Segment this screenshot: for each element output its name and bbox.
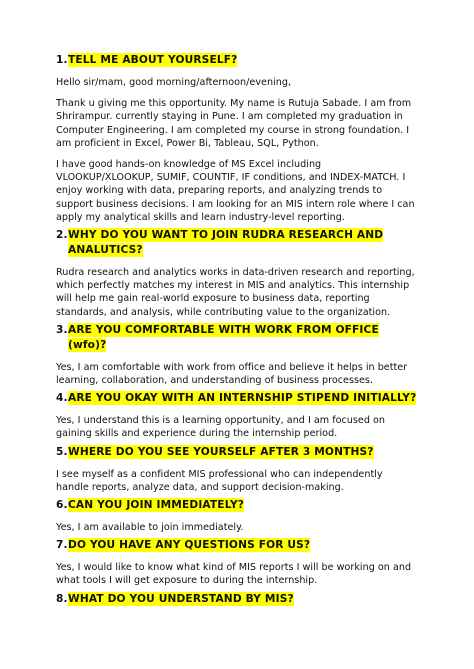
answer-paragraph: Hello sir/mam, good morning/afternoon/evening,: [56, 77, 292, 88]
question-number: 5.: [56, 445, 68, 458]
question-heading-7: [56, 538, 418, 553]
question-text: WHERE DO YOU SEE YOURSELF AFTER 3 MONTHS?: [68, 445, 374, 458]
question-number: 8.: [56, 592, 68, 605]
question-text: ARE YOU OKAY WITH AN INTERNSHIP STIPEND INITIALLY?: [68, 392, 417, 405]
answer-paragraph: I see myself as a confident MIS professional who can independently handle reports, analyze data, and support decision-making.: [56, 468, 383, 493]
question-number: 7.: [56, 539, 68, 552]
question-number: 6.: [56, 499, 68, 512]
question-text: CAN YOU JOIN IMMEDIATELY?: [68, 499, 245, 512]
question-text: ARE YOU COMFORTABLE WITH WORK FROM OFFICE (wfo)?: [68, 323, 379, 351]
document-body: [56, 53, 418, 615]
question-number: 3.: [56, 323, 68, 336]
question-heading-1: [56, 53, 418, 68]
question-text: WHAT DO YOU UNDERSTAND BY MIS?: [68, 592, 294, 605]
answer-paragraph: Yes, I am comfortable with work from office and believe it helps in better learning, collaboration, and understanding of business processes.: [56, 361, 408, 387]
answer-paragraph: I have good hands-on knowledge of MS Excel including VLOOKUP/XLOOKUP, SUMIF, COUNTIF, IF conditions, and INDEX-MATCH. I enjoy working with data, preparing reports, and analyzing trends to support business decisions. I am looking for an MIS intern role where I can apply my analytical skills and learn industry-level reporting.: [56, 159, 415, 223]
question-number: 1.: [56, 54, 68, 66]
question-text: TELL ME ABOUT YOURSELF?: [68, 54, 238, 66]
question-heading-4: [56, 391, 418, 406]
question-heading-2: [56, 228, 418, 258]
answer-paragraph: Thank u giving me this opportunity. My name is Rutuja Sabade. I am from Shrirampur. currently staying in Pune. I am completed my graduation in Computer Engineering. I am completed my course in strong foundation. I am proficient in Excel, Power Bi, Tableau, SQL, Python.: [56, 98, 412, 149]
question-number: 4.: [56, 392, 68, 405]
answer-paragraph: Rudra research and analytics works in data-driven research and reporting, which perfectly matches my interest in MIS and analytics. This internship will help me gain real-world exposure to business data, reporting standards, and analysis, while contributing value to the organization.: [56, 267, 415, 318]
question-heading-5: [56, 445, 418, 460]
question-text: DO YOU HAVE ANY QUESTIONS FOR US?: [68, 539, 311, 552]
question-text: WHY DO YOU WANT TO JOIN RUDRA RESEARCH AND ANALUTICS?: [68, 229, 384, 257]
question-heading-6: [56, 498, 418, 513]
answer-paragraph: Yes, I would like to know what kind of MIS reports I will be working on and what tools I will get exposure to during the internship.: [56, 562, 412, 587]
question-heading-3: [56, 323, 418, 353]
answer-paragraph: Yes, I am available to join immediately.: [56, 522, 244, 534]
answer-paragraph: Yes, I understand this is a learning opportunity, and I am focused on gaining skills and experience during the internship period.: [56, 415, 386, 440]
question-number: 2.: [56, 229, 68, 242]
question-heading-8: [56, 592, 418, 607]
